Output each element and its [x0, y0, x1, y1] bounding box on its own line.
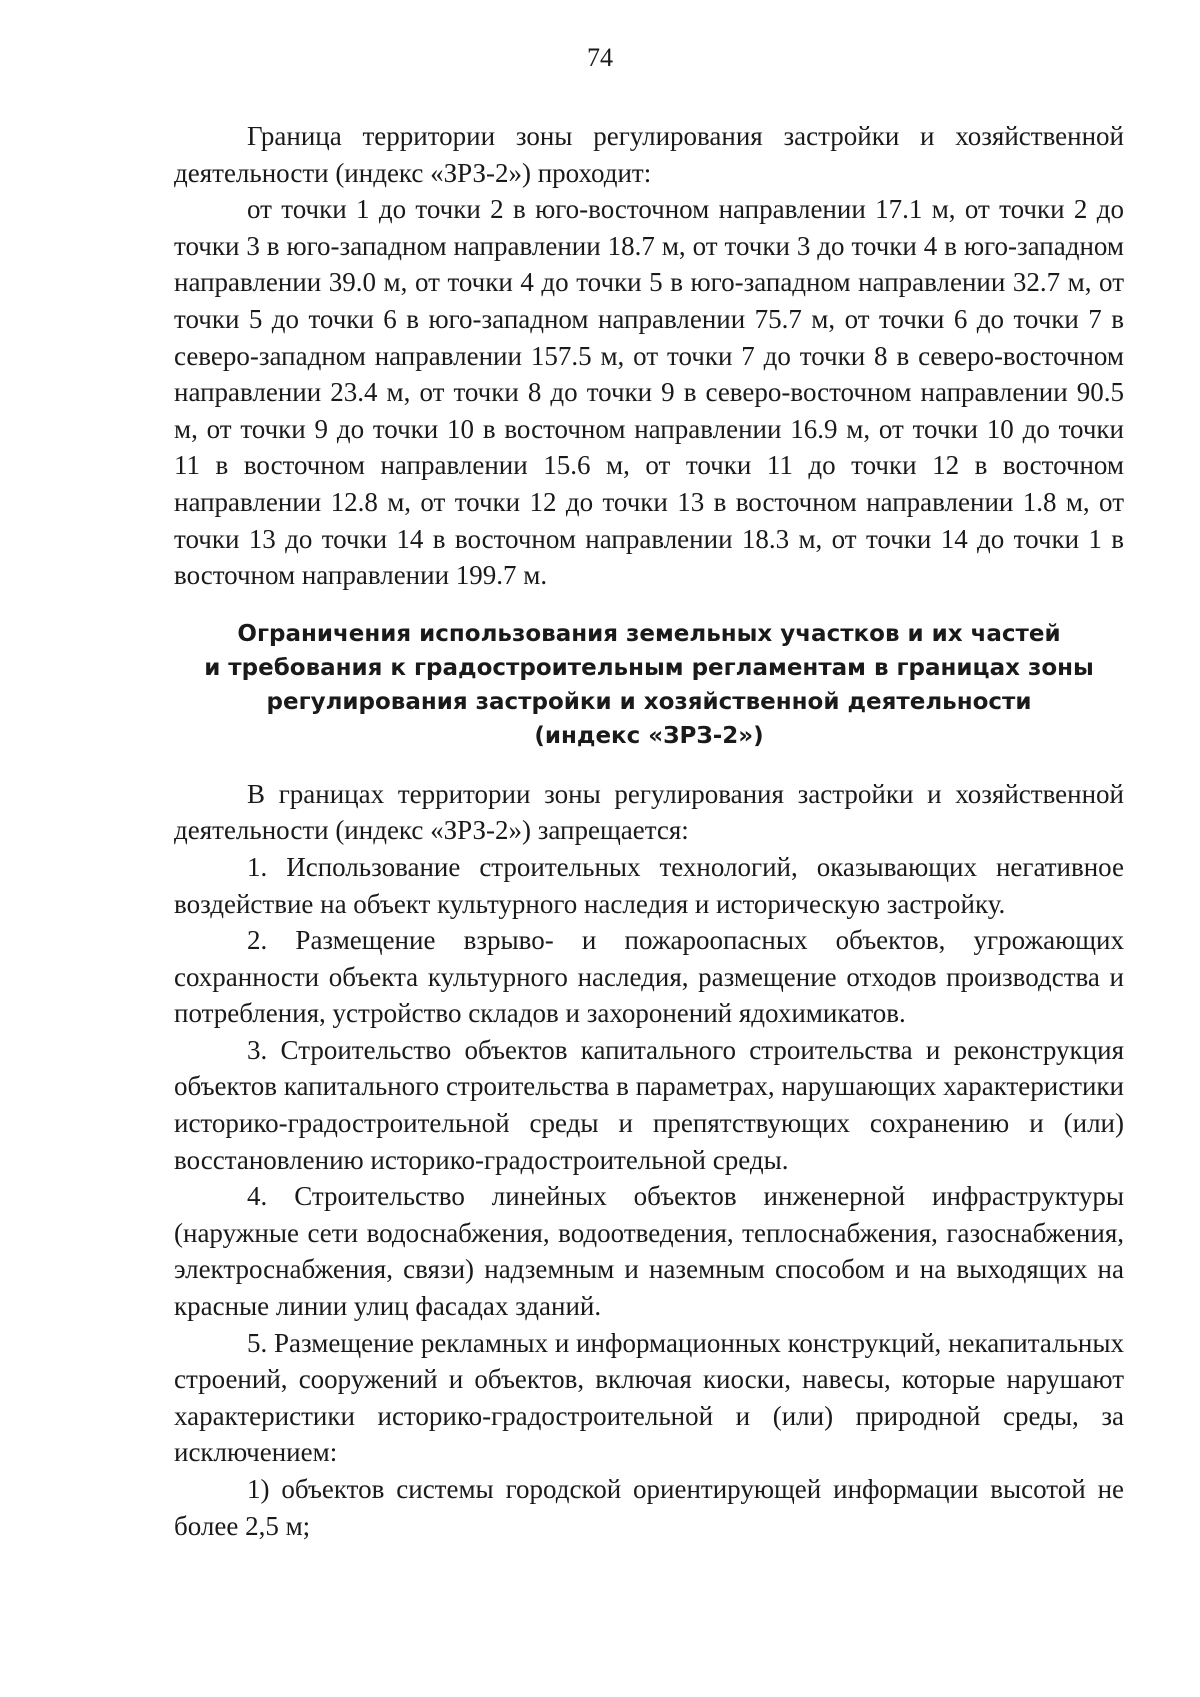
page-number: 74 [587, 43, 613, 72]
list-item-4: 4. Строительство линейных объектов инженерной инфраструктуры (наружные сети водоснабжения, водоотведения, теплоснабжения, газоснабжения, электроснабжения, связи) надземным и наземным способом и на выходящих на красные линии улиц фасадах зданий. [174, 1181, 1124, 1322]
paragraph-prohibitions-intro: В границах территории зоны регулирования застройки и хозяйственной деятельности (индекс «ЗРЗ-2») запрещается: [174, 778, 1124, 846]
section-title [174, 617, 1124, 753]
section-spacer [174, 753, 1124, 776]
list-item-2: 2. Размещение взрыво- и пожароопасных объектов, угрожающих сохранности объекта культурного наследия, размещение отходов производства и потребления, устройство складов и захоронений ядохимикатов. [174, 925, 1124, 1029]
list-item-1: 1. Использование строительных технологий, оказывающих негативное воздействие на объект культурного наследия и историческую застройку. [174, 851, 1124, 919]
document-body [174, 118, 1124, 1544]
section-title-line: Ограничения использования земельных участков и их частей [237, 620, 1061, 647]
list-item-5: 5. Размещение рекламных и информационных конструкций, некапитальных строений, сооружений и объектов, включая киоски, навесы, которые нарушают характеристики историко-градостроительной и (или) природной среды, за исключением: [174, 1327, 1124, 1468]
section-title-line: (индекс «ЗРЗ-2») [534, 722, 764, 749]
paragraph-boundary-intro: Граница территории зоны регулирования застройки и хозяйственной деятельности (индекс «ЗРЗ-2») проходит: [174, 121, 1124, 188]
section-title-line: регулирования застройки и хозяйственной деятельности [266, 688, 1032, 715]
paragraph-boundary-points: от точки 1 до точки 2 в юго-восточном направлении 17.1 м, от точки 2 до точки 3 в юго-западном направлении 18.7 м, от точки 3 до точки 4 в юго-западном направлении 39.0 м, от точки 4 до точки 5 в юго-западном направлении 32.7 м, от точки 5 до точки 6 в юго-западном направлении 75.7 м, от точки 6 до точки 7 в северо-западном направлении 157.5 м, от точки 7 до точки 8 в северо-восточном направлении 23.4 м, от точки 8 до точки 9 в северо-восточном направлении 90.5 м, от точки 9 до точки 10 в восточном направлении 16.9 м, от точки 10 до точки 11 в восточном направлении 15.6 м, от точки 11 до точки 12 в восточном направлении 12.8 м, от точки 12 до точки 13 в восточном направлении 1.8 м, от точки 13 до точки 14 в восточном направлении 18.3 м, от точки 14 до точки 1 в восточном направлении 199.7 м. [174, 194, 1124, 591]
section-title-line: и требования к градостроительным регламентам в границах зоны [204, 654, 1094, 681]
sub-item-1: 1) объектов системы городской ориентирующей информации высотой не более 2,5 м; [174, 1474, 1124, 1541]
list-item-3: 3. Строительство объектов капитального строительства и реконструкция объектов капитального строительства в параметрах, нарушающих характеристики историко-градостроительной среды и препятствующих сохранению и (или) восстановлению историко-градостроительной среды. [174, 1034, 1124, 1175]
